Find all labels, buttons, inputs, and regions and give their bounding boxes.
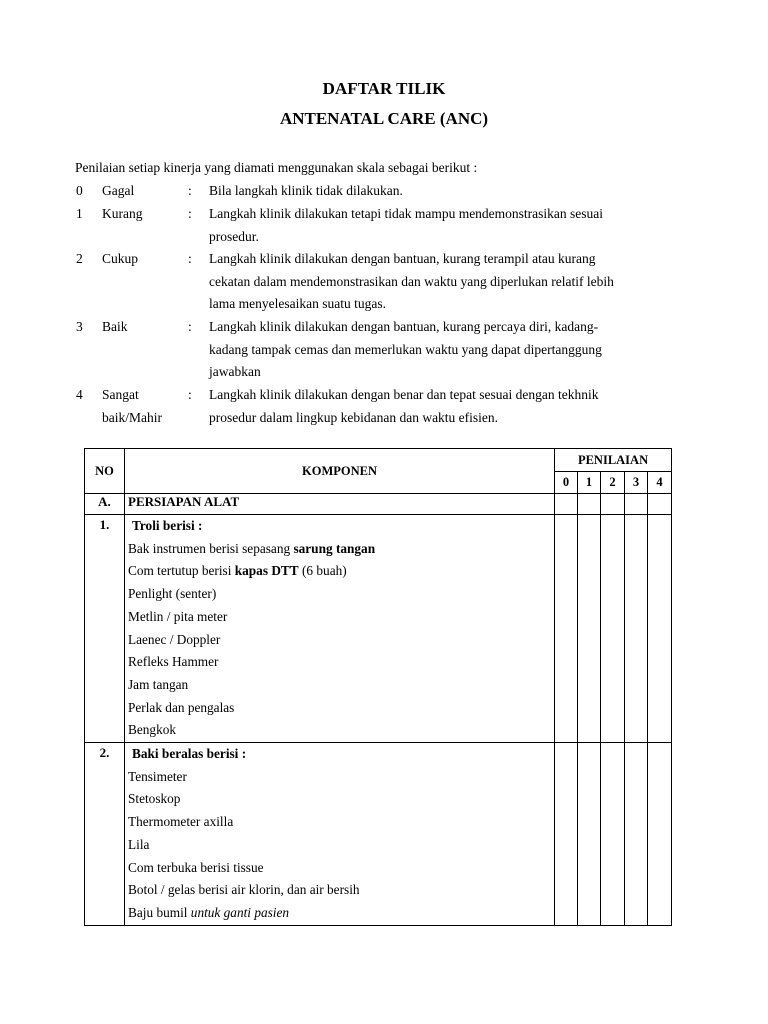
group-component-list xyxy=(125,743,555,926)
section-number: A. xyxy=(85,494,125,515)
component-item xyxy=(128,583,554,606)
component-item-pre: Metlin / pita meter xyxy=(128,608,228,624)
scale-description-line: Bila langkah klinik tidak dilakukan. xyxy=(209,183,403,198)
scale-label-cont: baik/Mahir xyxy=(102,409,162,425)
scale-description-line: prosedur dalam lingkup kebidanan dan waktu efisien. xyxy=(209,409,499,425)
scale-label: Gagal xyxy=(102,183,135,198)
document-subtitle: ANTENATAL CARE (ANC) xyxy=(279,109,489,128)
component-item xyxy=(128,538,554,561)
scale-number: 1 xyxy=(76,206,83,221)
component-item-pre: Refleks Hammer xyxy=(128,654,219,670)
score-cell[interactable] xyxy=(648,494,672,515)
section-title: PERSIAPAN ALAT xyxy=(125,494,555,515)
component-item-pre: Bengkok xyxy=(128,722,177,738)
scale-description-line: Langkah klinik dilakukan dengan bantuan, kurang percaya diri, kadang- xyxy=(209,319,599,334)
component-item xyxy=(128,834,554,857)
component-item xyxy=(128,766,554,789)
score-header-1: 1 xyxy=(578,472,601,494)
scale-label: Kurang xyxy=(102,206,143,221)
component-item xyxy=(128,788,554,811)
scale-description-line: Langkah klinik dilakukan dengan bantuan, kurang terampil atau kurang xyxy=(209,251,596,266)
component-item-pre: Com terbuka berisi tissue xyxy=(128,859,264,875)
scale-colon: : xyxy=(188,251,192,266)
component-item xyxy=(128,857,554,880)
column-header-komponen: KOMPONEN xyxy=(125,449,555,494)
component-item-italic: untuk ganti pasien xyxy=(190,904,290,920)
score-cell[interactable] xyxy=(601,743,625,926)
score-cell[interactable] xyxy=(578,515,601,743)
scale-number: 0 xyxy=(76,183,83,198)
scale-label: Cukup xyxy=(102,251,139,266)
scale-description-line: cekatan dalam mendemonstrasikan dan waktu yang diperlukan relatif lebih xyxy=(209,273,614,289)
scale-number: 4 xyxy=(76,387,83,402)
component-item-pre: Perlak dan pengalas xyxy=(128,699,235,715)
group-title: Troli berisi : xyxy=(132,518,203,533)
scale-intro: Penilaian setiap kinerja yang diamati menggunakan skala sebagai berikut : xyxy=(75,160,478,175)
component-item xyxy=(128,560,554,583)
component-item-pre: Baju bumil xyxy=(128,904,191,920)
scale-description-line: Langkah klinik dilakukan dengan benar dan tepat sesuai dengan tekhnik xyxy=(209,387,599,402)
component-item xyxy=(128,902,554,925)
score-header-0: 0 xyxy=(555,472,578,494)
component-item-post: (6 buah) xyxy=(298,563,347,579)
score-cell[interactable] xyxy=(578,743,601,926)
component-item-pre: Jam tangan xyxy=(128,676,189,692)
component-item xyxy=(128,811,554,834)
component-item xyxy=(128,674,554,697)
document-title: DAFTAR TILIK xyxy=(322,79,446,98)
component-item xyxy=(128,697,554,720)
component-item-pre: Lila xyxy=(128,836,150,852)
component-item-pre: Penlight (senter) xyxy=(128,586,217,602)
component-item-pre: Stetoskop xyxy=(128,791,181,807)
component-item xyxy=(128,879,554,902)
component-item xyxy=(128,719,554,742)
column-header-no: NO xyxy=(85,449,125,494)
scale-number: 2 xyxy=(76,251,83,266)
scale-colon: : xyxy=(188,319,192,334)
group-number: 1. xyxy=(85,515,125,743)
score-cell[interactable] xyxy=(601,515,625,743)
component-item xyxy=(128,606,554,629)
score-cell[interactable] xyxy=(648,743,672,926)
group-title: Baki beralas berisi : xyxy=(132,746,247,762)
scale-colon: : xyxy=(188,183,192,198)
group-component-list xyxy=(125,515,555,743)
score-cell[interactable] xyxy=(625,494,648,515)
score-cell[interactable] xyxy=(625,743,648,926)
column-header-penilaian: PENILAIAN xyxy=(555,449,672,472)
score-cell[interactable] xyxy=(625,515,648,743)
scale-number: 3 xyxy=(76,319,83,334)
score-cell[interactable] xyxy=(648,515,672,743)
checklist-table xyxy=(84,448,672,926)
score-cell[interactable] xyxy=(601,494,625,515)
scale-label: Baik xyxy=(102,319,128,334)
group-number: 2. xyxy=(85,743,125,926)
component-item-bold: sarung tangan xyxy=(293,540,376,556)
component-item-pre: Bak instrumen berisi sepasang xyxy=(128,540,294,556)
scale-description-line: lama menyelesaikan suatu tugas. xyxy=(209,296,386,312)
score-cell[interactable] xyxy=(578,494,601,515)
component-item xyxy=(128,651,554,674)
scale-description-line: kadang tampak cemas dan memerlukan waktu yang dapat dipertanggung xyxy=(209,341,602,357)
score-cell[interactable] xyxy=(555,743,578,926)
score-cell[interactable] xyxy=(555,494,578,515)
component-item-pre: Botol / gelas berisi air klorin, dan air bersih xyxy=(128,882,360,898)
component-item-pre: Com tertutup berisi xyxy=(128,563,235,579)
scale-colon: : xyxy=(188,387,192,402)
scale-colon: : xyxy=(188,206,192,221)
component-item-pre: Thermometer axilla xyxy=(128,814,234,830)
scale-description-line: prosedur. xyxy=(209,228,259,244)
component-item-pre: Tensimeter xyxy=(128,768,187,784)
scale-description-line: jawabkan xyxy=(209,364,261,380)
score-header-3: 3 xyxy=(625,472,648,494)
component-item xyxy=(128,629,554,652)
scale-description-line: Langkah klinik dilakukan tetapi tidak mampu mendemonstrasikan sesuai xyxy=(209,206,604,221)
score-header-2: 2 xyxy=(601,472,625,494)
scale-label: Sangat xyxy=(102,387,139,402)
component-item-bold: kapas DTT xyxy=(234,563,299,579)
score-cell[interactable] xyxy=(555,515,578,743)
component-item-pre: Laenec / Doppler xyxy=(128,631,221,647)
score-header-4: 4 xyxy=(648,472,672,494)
